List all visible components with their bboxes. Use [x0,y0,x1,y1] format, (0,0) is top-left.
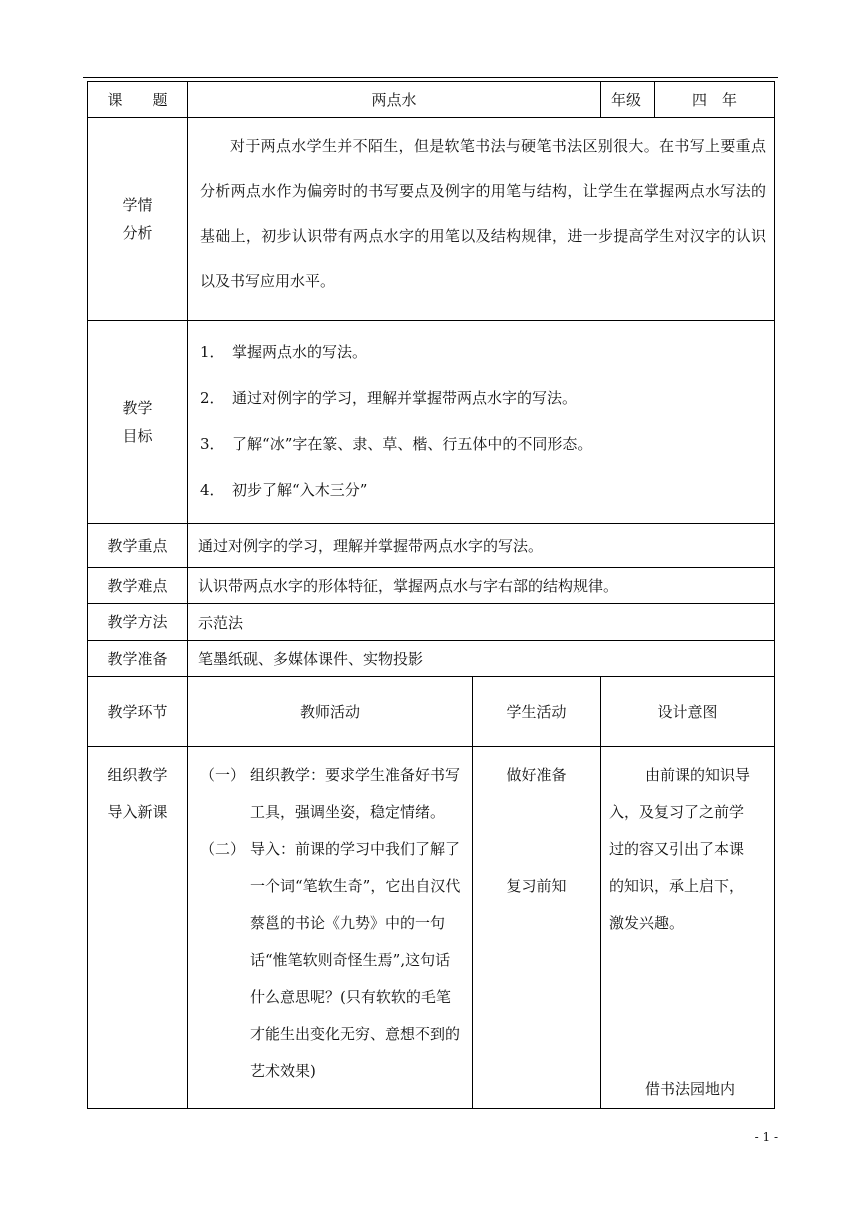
key-point-value: 通过对例字的学习，理解并掌握带两点水字的写法。 [188,524,775,568]
goals-label-line1: 教学 [122,399,153,417]
topic-row [88,82,775,118]
grade-label: 年级 [601,82,655,118]
teacher-step [188,831,472,1090]
goal-item: 1． 掌握两点水的写法。 [200,343,368,361]
preparation-row [88,641,775,677]
student-activity-header: 学生活动 [473,677,601,747]
stage1-teacher-activity [188,747,473,1109]
teacher-step-text: 导入：前课的学习中我们了解了一个词“笔软生奇”，它出自汉代蔡邕的书论《九势》中的一句话“惟笔软则奇怪生焉”,这句话什么意思呢？(只有软软的毛笔才能生出变化无穷、意想不到的艺术效果) [250,840,461,1080]
goal-item: 3． 了解“冰”字在篆、隶、草、楷、行五体中的不同形态。 [200,435,593,453]
lesson-plan-table [87,81,775,1109]
analysis-label-line1: 学情 [122,196,153,214]
teacher-step-number: （一） [200,766,246,784]
student-activity-2: 复习前知 [506,877,567,895]
difficulty-value: 认识带两点水字的形体特征，掌握两点水与字右部的结构规律。 [188,568,775,604]
teacher-step-text: 组织教学：要求学生准备好书写工具，强调坐姿，稳定情绪。 [250,766,461,821]
teacher-step [188,757,472,831]
stage1-student-activity [473,747,601,1109]
goals-list [188,321,775,524]
design-intent-header: 设计意图 [601,677,775,747]
preparation-label: 教学准备 [88,641,188,677]
teacher-step-number: （二） [200,840,246,858]
teacher-activity-header: 教师活动 [188,677,473,747]
stage1-design-intent [601,747,775,1109]
goal-item: 2． 通过对例字的学习，理解并掌握带两点水字的写法。 [200,389,578,407]
process-header-row [88,677,775,747]
intent-line: 由前课的知识导 [645,766,751,784]
goals-label [88,321,188,524]
intent-line: 激发兴趣。 [609,914,685,932]
stage-header: 教学环节 [88,677,188,747]
intent-tail: 借书法园地内 [645,1080,736,1098]
key-point-label: 教学重点 [88,524,188,568]
topic-value: 两点水 [188,82,601,118]
method-label: 教学方法 [88,604,188,641]
goals-label-line2: 目标 [122,427,153,445]
key-point-row [88,524,775,568]
analysis-text: 对于两点水学生并不陌生，但是软笔书法与硬笔书法区别很大。在书写上要重点分析两点水作为偏旁时的书写要点及例字的用笔与结构，让学生在掌握两点水写法的基础上，初步认识带有两点水字的用笔以及结构规律，进一步提高学生对汉字的认识以及书写应用水平。 [188,118,775,321]
top-rule [83,77,778,78]
grade-value: 四 年 [655,82,775,118]
intent-line: 过的容又引出了本课 [609,840,745,858]
analysis-label-line2: 分析 [122,224,153,242]
page-number: - 1 - [754,1130,778,1144]
goal-item: 4． 初步了解“入木三分” [200,481,368,499]
intent-line: 入，及复习了之前学 [609,803,745,821]
method-value: 示范法 [188,604,775,641]
difficulty-label: 教学难点 [88,568,188,604]
stage1-label [88,747,188,1109]
analysis-row [88,118,775,321]
student-activity-1: 做好准备 [506,766,567,784]
analysis-label [88,118,188,321]
goals-row [88,321,775,524]
intent-line: 的知识，承上启下， [609,877,745,895]
method-row [88,604,775,641]
difficulty-row [88,568,775,604]
stage1-label-line2: 导入新课 [107,803,168,821]
stage1-label-line1: 组织教学 [107,766,168,784]
stage1-row [88,747,775,1109]
preparation-value: 笔墨纸砚、多媒体课件、实物投影 [188,641,775,677]
topic-label: 课 题 [88,82,188,118]
